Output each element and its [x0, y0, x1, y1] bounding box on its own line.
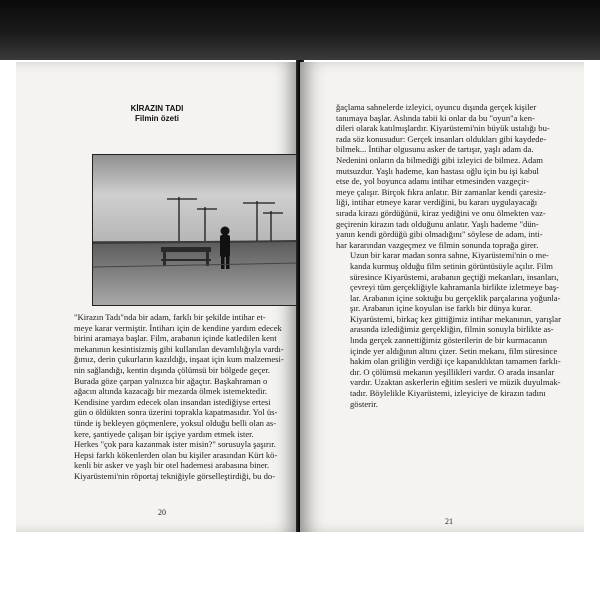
text-line: sırada kirazı gördüğünü, kiraz yediğini ve onu ölmekten vaz-	[336, 207, 546, 218]
text-line: Uzun bir karar madan sonra sahne, Kiyarüstemi'nin o me-	[350, 250, 549, 261]
text-line: mekanının kesintisizmiş gibi kullanılan devamlılığıyla vardı-	[74, 343, 284, 354]
film-still-photo	[92, 154, 298, 306]
right-paragraph-1	[336, 102, 568, 250]
right-page	[300, 62, 584, 532]
text-line: "Kirazın Tadı"nda bir adam, farklı bir şekilde intihar et-	[74, 312, 266, 322]
text-line: şır. Arabanın içine koyulan ise farklı bir dünya kurar.	[350, 303, 532, 314]
text-line: kanda kurmuş olduğu film setinin görüntüsüyle açılır. Film	[350, 260, 553, 271]
text-line: rada söz konusudur: Gerçek insanları oldukları gibi kaydede-	[336, 133, 547, 144]
text-line: dır. O çölümsü mekanın yeşillikleri vardır. O arada insanlar	[350, 366, 555, 377]
text-line: tanımaya başlar. Aslında tabii ki onlar da bu "oyun"a ken-	[336, 112, 535, 123]
text-line: tünde iş bekleyen göçmenlere, yoksul olduğu belli olan as-	[74, 417, 277, 428]
page-number: 21	[445, 517, 453, 526]
left-page	[16, 62, 298, 532]
text-line: etse de, yol boyunca adamı intihar etmesinden vazgeçir-	[336, 176, 530, 187]
text-line: lında gerçek zannettiğimiz gösterilerin de bir kurmacanın	[350, 335, 548, 346]
text-line: gün o öldükten sonra üzerini toprakla kapatmasıdır. Yol üs-	[74, 407, 278, 418]
text-line: arasında izlediğimiz gerçekliğin, filmin sonuyla birlikte as-	[350, 324, 554, 335]
text-line: Burada göze çarpan yalnızca bir ağaçtır. Başkahraman o	[74, 375, 268, 386]
text-line: tadır. Böylelikle Kiyarüstemi, izleyiciye de kirazın tadını	[350, 388, 546, 399]
text-line: ğaçlama sahnelerde izleyici, oyuncu dışında gerçek kişiler	[336, 102, 537, 112]
text-line: kenli bir asker ve yaşlı bir otel hademesi arabasına biner.	[74, 460, 270, 471]
text-line: bilmek... İntihar olgusunu asker de tartışır, yaşlı adam da.	[336, 144, 534, 155]
text-line: geçirenin kirazın tadı olduğunu anlatır. Yaşlı hademe "dün-	[336, 218, 539, 229]
text-line: meye çalışır. Birçok fıkra anlatır. Bir zamanlar kendi çaresiz-	[336, 186, 546, 197]
left-body-text	[60, 312, 296, 482]
text-line: süresince Kiyarüstemi, arabanın geçtiği mekanları, insanları,	[350, 271, 559, 282]
text-line: dileri olarak katılmışlardır. Kiyarüstemi'nin büyük ustalığı bu-	[336, 123, 550, 134]
text-line: nin sağlandığı, kentin dışında çölümsü bir bölgede geçer.	[74, 364, 270, 375]
text-line: Herkes "çok para kazanmak ister misin?" sorusuyla şaşırır.	[74, 439, 276, 450]
text-line: vardır. Uzaktan askerlerin eğitim sesleri ve müzik duyulmak-	[350, 377, 561, 388]
text-line: ğımız, derin çukurların kazıldığı, inşaat için kum malzemesi-	[74, 354, 284, 365]
text-line: Nedenini onların da bilmediği gibi izleyici de bilmez. Adam	[336, 154, 543, 165]
text-line: Kendisine yardım edecek olan insandan istediğiyse ertesi	[74, 396, 271, 407]
text-line: yanın kendi gördüğü gibi olmadığını" söylese de adam, inti-	[336, 229, 543, 240]
text-line: Hepsi farklı kökenlerden olan bu kişiler arasından Kürt kö-	[74, 449, 278, 460]
section-subtitle: Filmin özeti	[135, 114, 179, 123]
text-line: hakim olan griliğin verdiği içe kapanıklıktan tamamen farklı-	[350, 356, 561, 367]
left-paragraph-2	[60, 471, 296, 482]
film-still-illustration	[93, 155, 298, 305]
text-line: lar. Arabanın içine soktuğu bu gerçeklik parçalarına yoğunla-	[350, 292, 561, 303]
text-line: kere, şantiyede çalışan bir işçiye yardım etmek ister.	[74, 428, 254, 439]
text-line: Kiyarüstemi'nin röportaj tekniğiyle görselleştirdiği, bu do-	[74, 470, 276, 481]
text-line: gösterir.	[350, 398, 378, 409]
scan-bottom-margin	[0, 530, 600, 600]
text-line: har kararından vazgeçmez ve filmin sonunda toprağa girer.	[336, 239, 539, 250]
text-line: çevreyi tüm gerçekliğiyle kahramanla birlikte izletmeye baş-	[350, 282, 560, 293]
text-line: ağacın altında kazacağı bir mezarda ölmek istemektedir.	[74, 386, 268, 397]
section-title: KİRAZIN TADI	[130, 104, 184, 113]
text-line: liği, intihar etmeye karar verdiğini, bu kararı uygulayacağı	[336, 197, 538, 208]
right-body-text	[336, 102, 568, 409]
text-line: mutsuzdur. Yaşlı hademe, kan hastası oğlu için bu işi kabul	[336, 165, 539, 176]
right-paragraph-2	[336, 250, 568, 409]
text-line: meye karar vermiştir. İntiharı için de kendine yardım edecek	[74, 322, 282, 333]
left-paragraph-1	[60, 312, 296, 471]
text-line: birini aramaya başlar. Film, arabanın içinde katledilen kent	[74, 333, 277, 344]
section-heading	[16, 104, 298, 124]
scan-top-shadow	[0, 0, 600, 60]
text-line: Kiyarüstemi, birkaç kez gittiğimiz intihar mekanının, yarışlar	[350, 313, 561, 324]
page-number: 20	[158, 508, 166, 517]
text-line: içinde yer aldığının altını çizer. Setin mekanı, film süresince	[350, 345, 558, 356]
